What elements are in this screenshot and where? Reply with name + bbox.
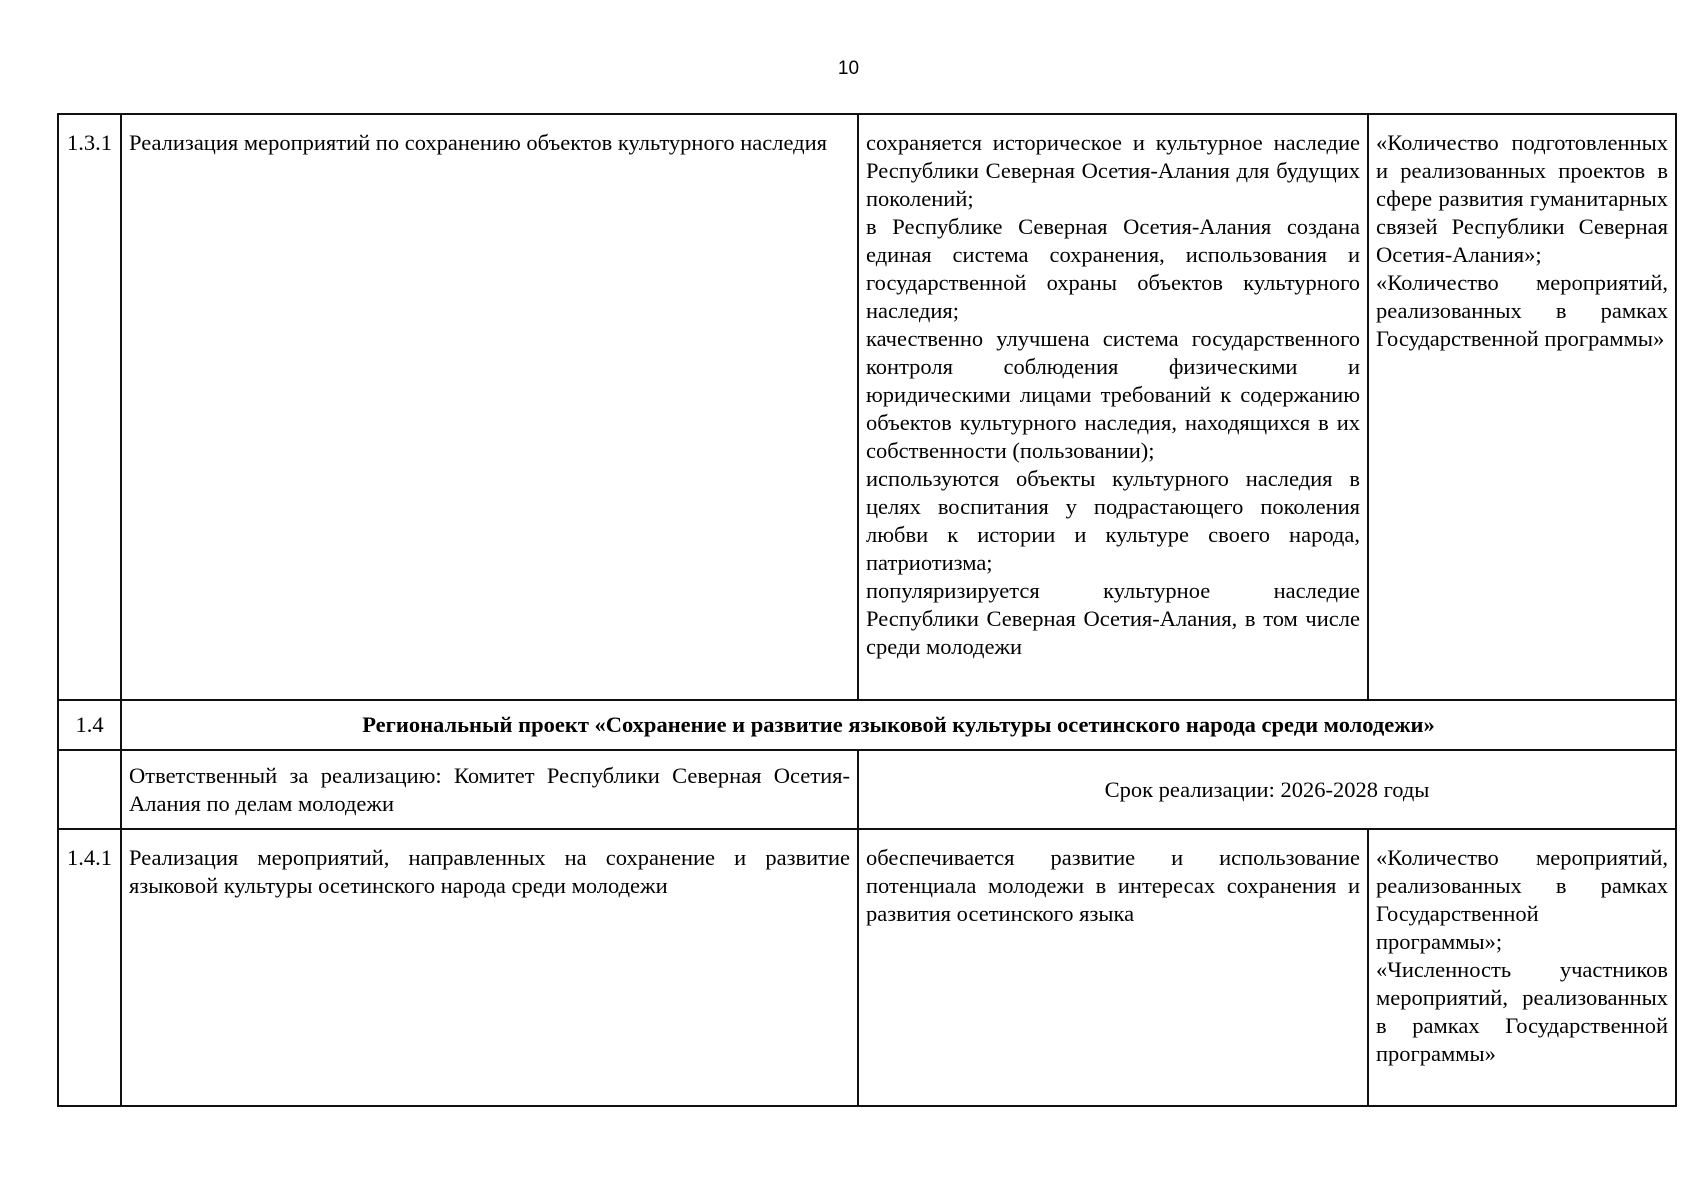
regional-project-title: Региональный проект «Сохранение и развитие языковой культуры осетинского народа среди молодежи»: [121, 700, 1676, 750]
indicator-item: «Количество мероприятий, реализованных в рамках Государственной программы»: [1376, 270, 1668, 351]
responsible-executor: Ответственный за реализацию: Комитет Республики Северная Осетия-Алания по делам молодежи: [121, 750, 858, 829]
indicators: [1368, 829, 1676, 1106]
effect-item: в Республике Северная Осетия-Алания создана единая система сохранения, использования и государственной охраны объектов культурного наследия;: [866, 214, 1360, 323]
effect-item: сохраняется историческое и культурное наследие Республики Северная Осетия-Алания для будущих поколений;: [866, 130, 1360, 211]
row-number: 1.4: [58, 700, 121, 750]
table-row-1-4: [58, 700, 1676, 750]
program-table: [57, 113, 1677, 1107]
row-number: 1.3.1: [58, 114, 121, 700]
effect-item: используются объекты культурного наследия в целях воспитания у подрастающего поколения любви к истории и культуре своего народа, патриотизма;: [866, 466, 1360, 575]
effect-item: популяризируется культурное наследие Республики Северная Осетия-Алания, в том числе среди молодежи: [866, 578, 1360, 659]
table-row-1-4-1: [58, 829, 1676, 1106]
row-number: 1.4.1: [58, 829, 121, 1106]
implementation-term: Срок реализации: 2026-2028 годы: [858, 750, 1676, 829]
page-number: 10: [837, 58, 860, 79]
indicator-item: «Количество подготовленных и реализованных проектов в сфере развития гуманитарных связей Республики Северная Осетия-Алания»;: [1376, 130, 1668, 267]
empty-number-cell: [58, 750, 121, 829]
indicators: [1368, 114, 1676, 700]
table-row-responsible: [58, 750, 1676, 829]
indicator-item: «Численность участников мероприятий, реализованных в рамках Государственной программы»: [1376, 957, 1668, 1066]
effect-item: качественно улучшена система государственного контроля соблюдения физическими и юридическими лицами требований к содержанию объектов культурного наследия, находящихся в их собственности (пользовании);: [866, 326, 1360, 463]
expected-effects: [858, 114, 1368, 700]
indicator-item: «Количество мероприятий, реализованных в рамках Государственной программы»;: [1376, 845, 1668, 954]
task-description: Реализация мероприятий, направленных на сохранение и развитие языковой культуры осетинского народа среди молодежи: [121, 829, 858, 1106]
expected-effects: [858, 829, 1368, 1106]
table-row-1-3-1: [58, 114, 1676, 700]
task-description: Реализация мероприятий по сохранению объектов культурного наследия: [121, 114, 858, 700]
effect-item: обеспечивается развитие и использование потенциала молодежи в интересах сохранения и развития осетинского языка: [866, 845, 1360, 926]
